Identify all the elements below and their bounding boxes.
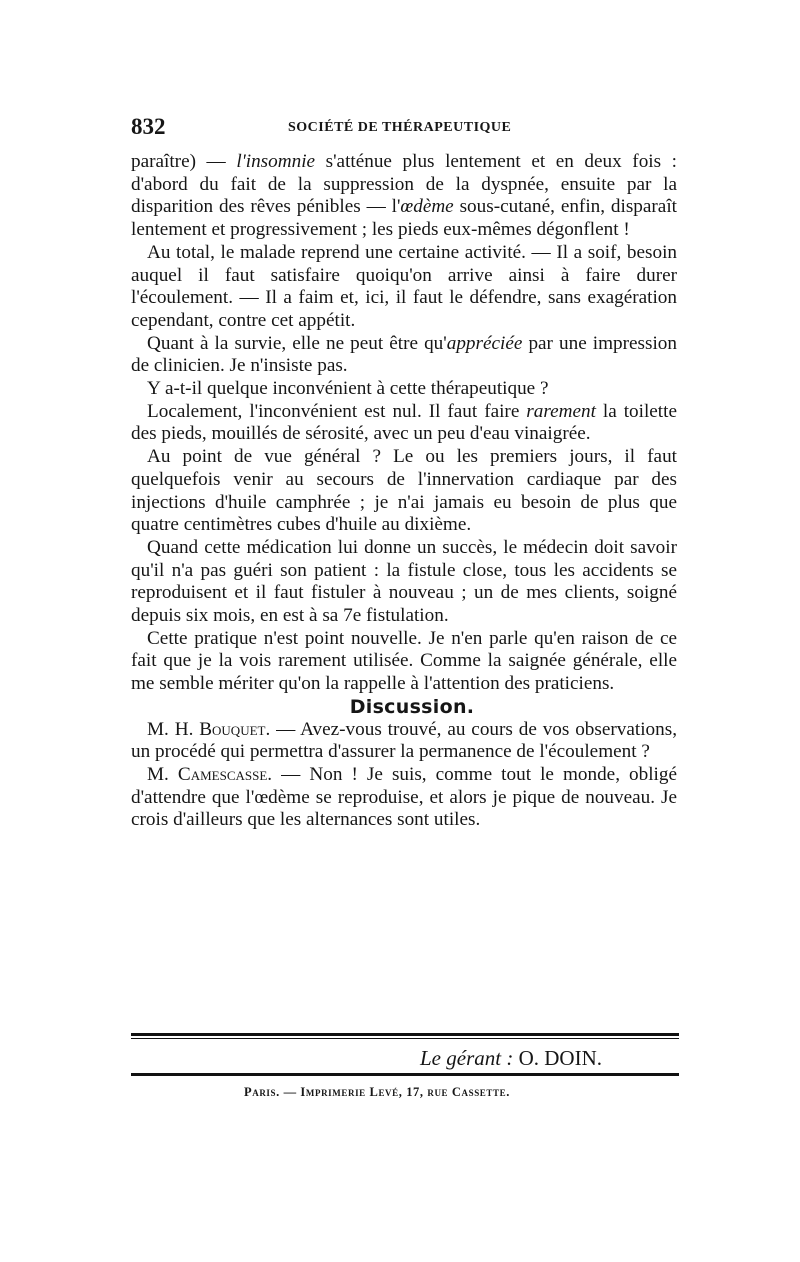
paragraph-3: Quant à la survie, elle ne peut être qu'appréciée par une impression de clinicien. Je n'insiste pas. — [131, 332, 677, 377]
body-text — [131, 151, 677, 832]
footer-rule-bottom — [131, 1073, 679, 1076]
footer-rule-top — [131, 1033, 679, 1036]
page-header — [131, 114, 679, 144]
paragraph-2: Au total, le malade reprend une certaine activité. — Il a soif, besoin auquel il faut satisfaire quoiqu'on arrive ainsi à faire durer l'écoulement. — Il a faim et, ici, il faut le défendre, sans exagération cependant, contre cet appétit. — [131, 241, 677, 331]
footer-rule-thin — [131, 1038, 679, 1039]
paragraph-1: paraître) — l'insomnie s'atténue plus lentement et en deux fois : d'abord du fait de la suppression de la dyspnée, ensuite par la disparition des rêves pénibles — l'œdème sous-cutané, enfin, disparaît lentement et progressivement ; les pieds eux-mêmes dégonflent ! — [131, 151, 677, 241]
signature-name: O. DOIN. — [513, 1046, 602, 1070]
paragraph-5: Localement, l'inconvénient est nul. Il faut faire rarement la toilette des pieds, mouillés de sérosité, avec un peu d'eau vinaigrée. — [131, 400, 677, 445]
paragraph-8: Cette pratique n'est point nouvelle. Je n'en parle qu'en raison de ce fait que je la vois rarement utilisée. Comme la saignée générale, elle me semble mériter qu'on la rappelle à l'attention des praticiens. — [131, 627, 677, 695]
page-number: 832 — [131, 114, 166, 139]
signature-label: Le gérant : — [420, 1046, 514, 1070]
printer-imprint: Paris. — Imprimerie Levé, 17, rue Cassette. — [244, 1085, 510, 1099]
paragraph-7: Quand cette médication lui donne un succès, le médecin doit savoir qu'il n'a pas guéri son patient : la fistule close, tous les accidents se reproduisent et il faut fistuler à nouveau ; un de mes clients, soigné depuis six mois, en est à sa 7e fistulation. — [131, 536, 677, 627]
paragraph-4: Y a-t-il quelque inconvénient à cette thérapeutique ? — [147, 378, 549, 400]
paragraph-10: M. Camescasse. — Non ! Je suis, comme tout le monde, obligé d'attendre que l'œdème se reproduise, et alors je pique de nouveau. Je crois d'ailleurs que les alternances sont utiles. — [131, 763, 678, 831]
speaker-name: M. H. Bouquet. — [147, 718, 271, 740]
paragraph-6: Au point de vue général ? Le ou les premiers jours, il faut quelquefois venir au secours de l'innervation cardiaque par des injections d'huile camphrée ; je n'ai jamais eu besoin de plus que quatre centimètres cubes d'huile au dixième. — [131, 446, 677, 536]
section-heading: Discussion. — [349, 695, 475, 718]
paragraph-9: M. H. Bouquet. — Avez-vous trouvé, au cours de vos observations, un procédé qui permettra d'assurer la permanence de l'écoulement ? — [131, 718, 677, 763]
signature — [420, 1046, 602, 1071]
running-title: SOCIÉTÉ DE THÉRAPEUTIQUE — [288, 120, 512, 135]
speaker-name: M. Camescasse. — [147, 763, 273, 785]
